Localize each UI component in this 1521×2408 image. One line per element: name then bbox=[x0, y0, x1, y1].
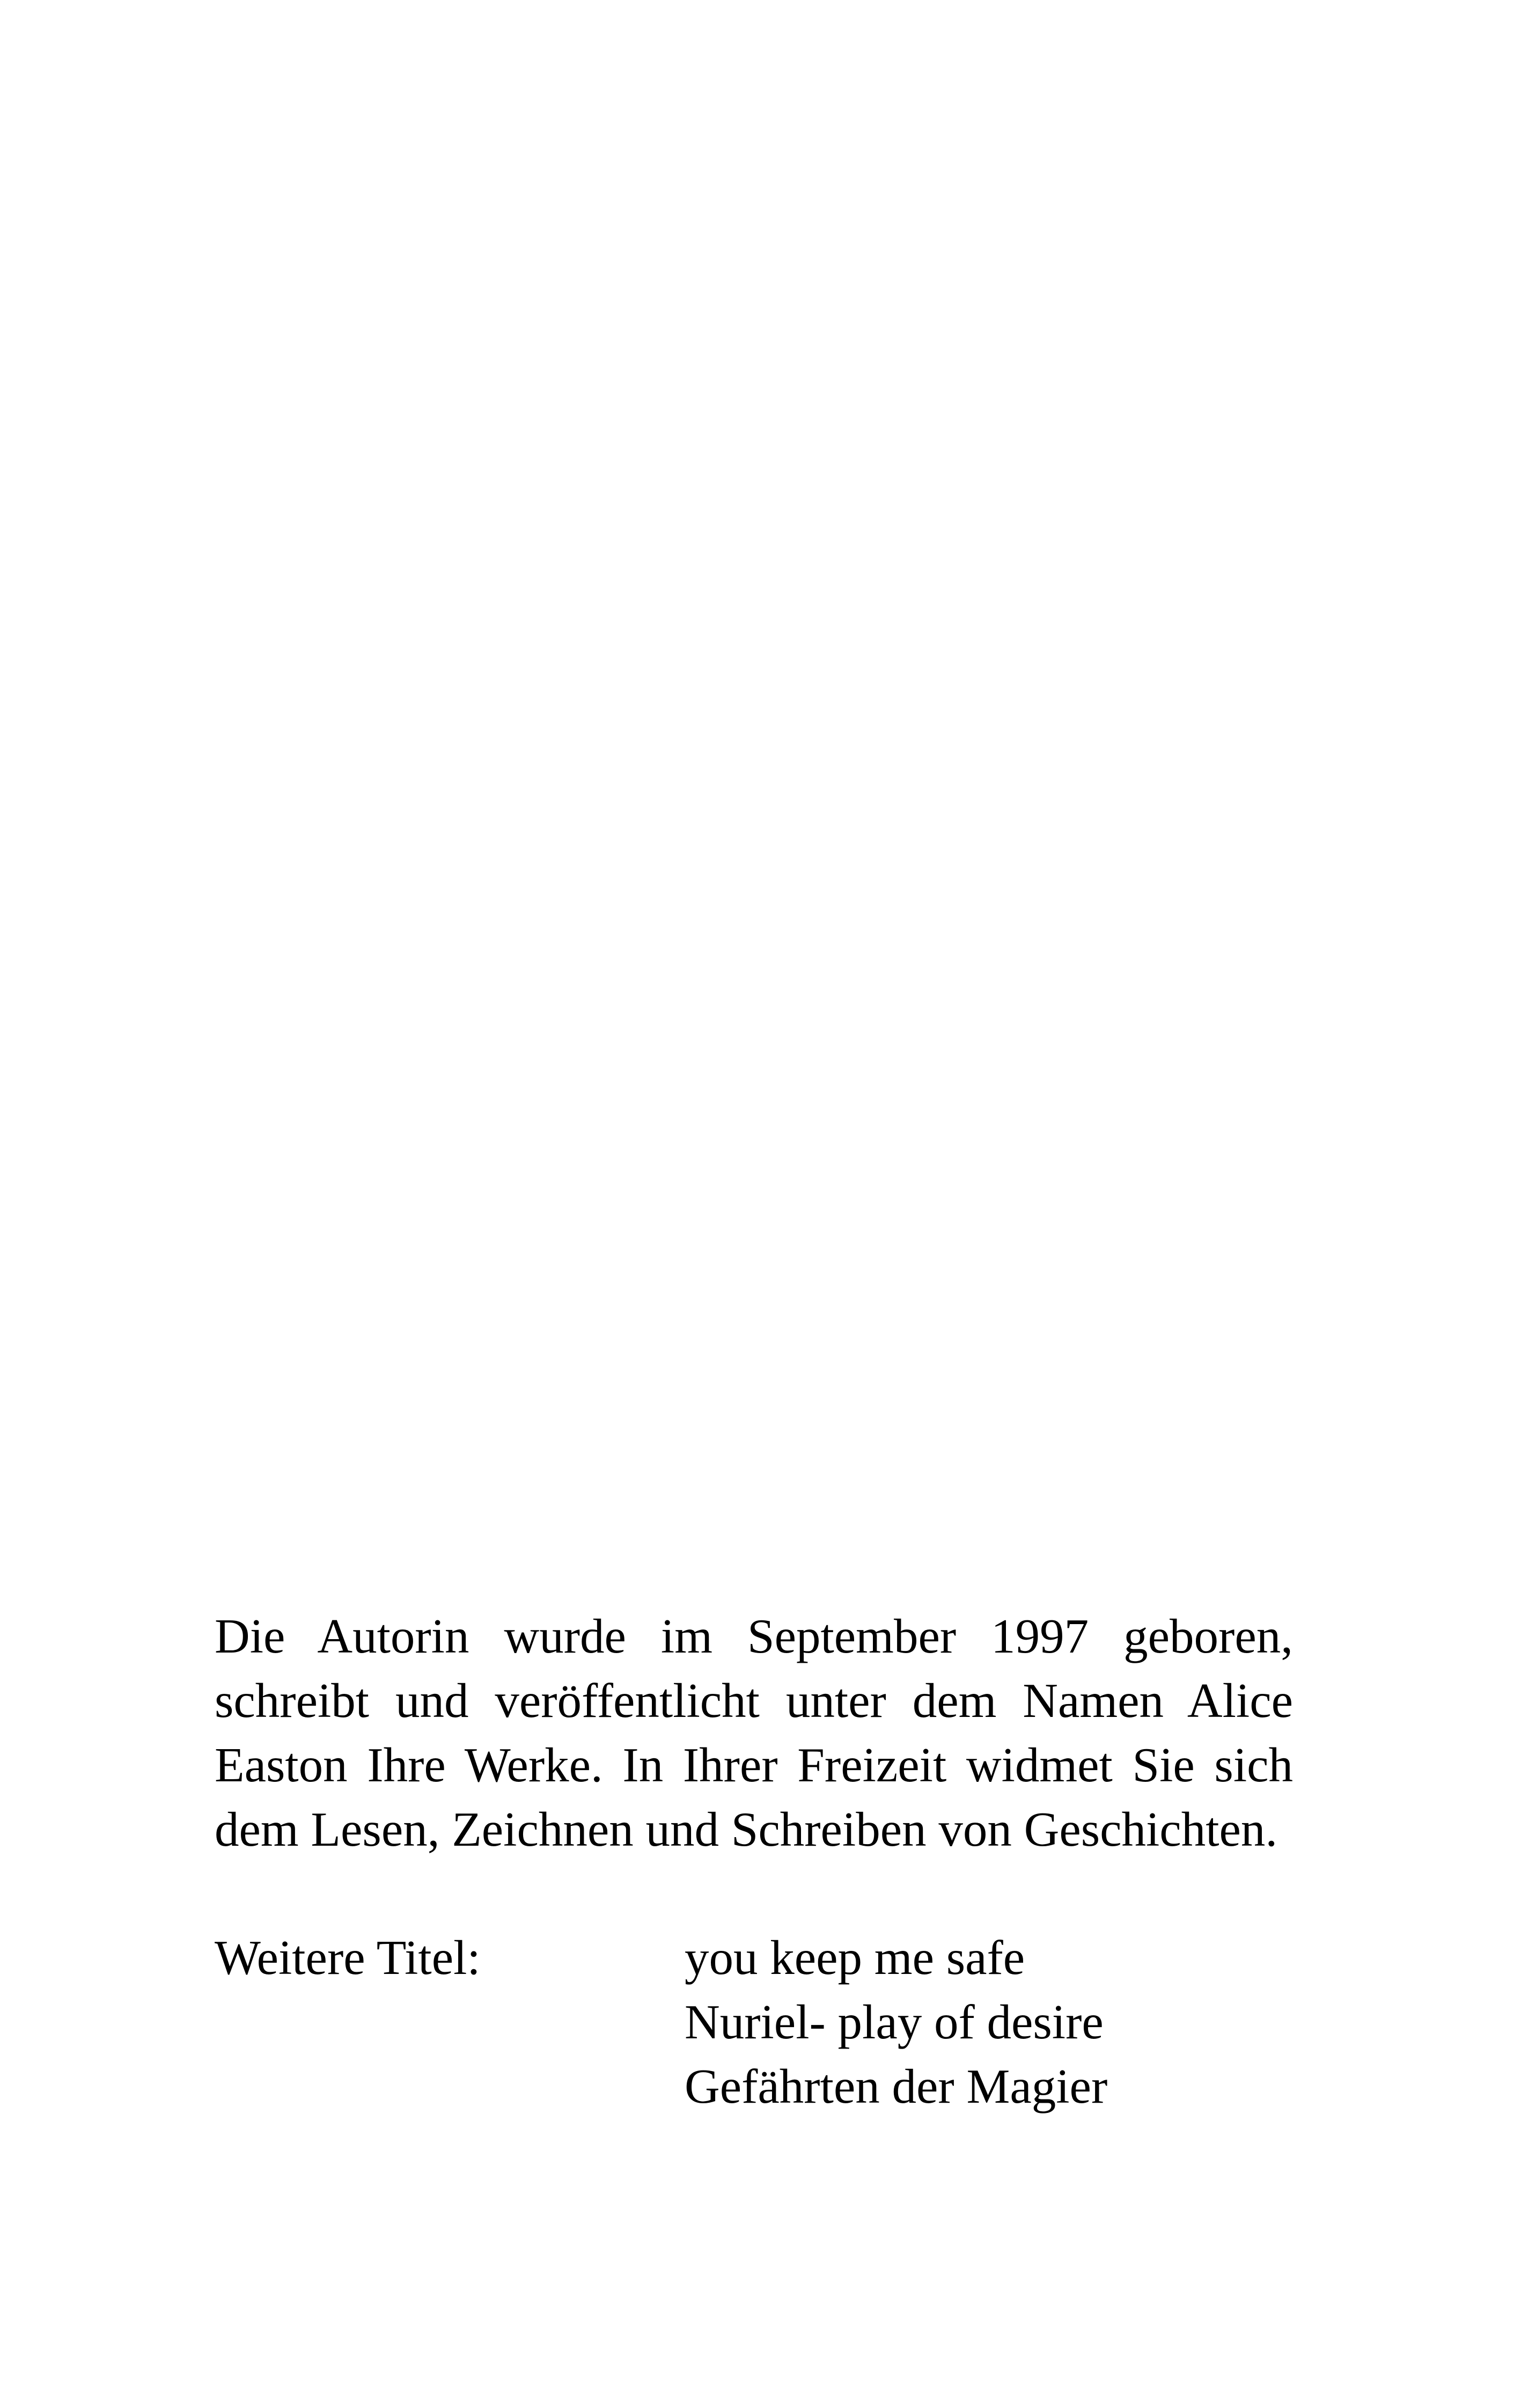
further-titles-label: Weitere Titel: bbox=[215, 1930, 481, 1985]
title-item: Nuriel- play of desire bbox=[685, 1995, 1104, 2049]
author-bio: Die Autorin wurde im September 1997 geboren, schreibt und veröffentlicht unter dem Namen Alice Easton Ihre Werke. In Ihrer Freizeit widmet Sie sich dem Lesen, Zeichnen und Schreiben von Geschichten. bbox=[215, 1609, 1293, 1856]
title-item: you keep me safe bbox=[685, 1930, 1025, 1985]
title-item: Gefährten der Magier bbox=[685, 2059, 1108, 2113]
further-titles-list bbox=[685, 1926, 1107, 2119]
